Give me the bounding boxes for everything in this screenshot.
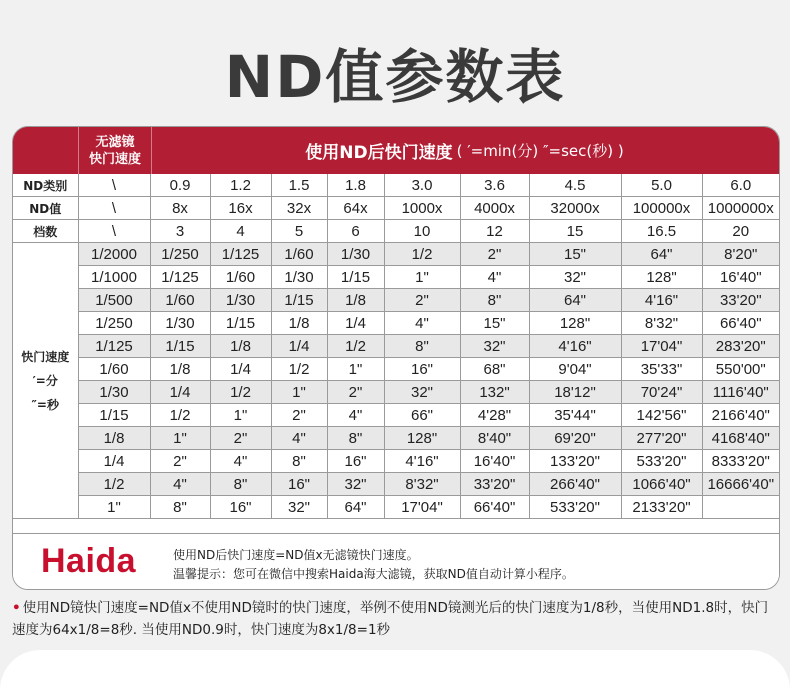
nd-speed-cell: 2" <box>384 289 460 312</box>
nd-speed-cell: 4" <box>460 266 529 289</box>
nd-speed-cell: 1/4 <box>150 381 210 404</box>
nd-speed-cell: 8" <box>271 450 327 473</box>
nd-speed-cell: 1/60 <box>210 266 271 289</box>
nd-speed-cell: 128" <box>529 312 621 335</box>
info-row-label: 档数 <box>13 220 78 243</box>
bottom-explanation-text: 使用ND镜快门速度=ND值x不使用ND镜时的快门速度，举例不使用ND镜测光后的快门速度为1/8秒，当使用ND1.8时，快门速度为64x1/8=8秒. 当使用ND0.9时，快门速度为8x1/8=1秒 <box>12 600 769 638</box>
speed-row <box>13 358 779 381</box>
info-cell: 4 <box>210 220 271 243</box>
nd-speed-cell: 2133'20" <box>621 496 702 519</box>
info-row-label: ND值 <box>13 197 78 220</box>
nd-speed-cell: 4" <box>271 427 327 450</box>
info-cell: \ <box>78 220 150 243</box>
nd-speed-cell: 2" <box>150 450 210 473</box>
info-cell: 1.8 <box>327 174 384 197</box>
footer-formula-note: 使用ND后快门速度=ND值x无滤镜快门速度。 <box>173 548 419 562</box>
header-nd-speed-unit: ( ′=min(分) ″=sec(秒) ) <box>456 142 624 160</box>
nd-speed-cell: 32" <box>327 473 384 496</box>
base-speed-cell: 1/30 <box>78 381 150 404</box>
nd-speed-cell: 4'16" <box>384 450 460 473</box>
nd-speed-cell: 1" <box>150 427 210 450</box>
nd-speed-cell: 1" <box>210 404 271 427</box>
nd-speed-cell: 64" <box>621 243 702 266</box>
nd-speed-cell: 533'20" <box>621 450 702 473</box>
nd-speed-cell: 8" <box>150 496 210 519</box>
nd-speed-cell: 17'04" <box>621 335 702 358</box>
nd-speed-cell: 66" <box>384 404 460 427</box>
nd-speed-cell: 18'12" <box>529 381 621 404</box>
header-nd-speed <box>150 127 779 174</box>
nd-speed-cell: 1" <box>384 266 460 289</box>
nd-speed-cell: 1/125 <box>150 266 210 289</box>
nd-speed-cell: 16" <box>271 473 327 496</box>
speed-row <box>13 289 779 312</box>
info-cell: 5 <box>271 220 327 243</box>
nd-speed-cell: 33'20" <box>460 473 529 496</box>
nd-speed-cell: 1/125 <box>210 243 271 266</box>
base-speed-cell: 1/2 <box>78 473 150 496</box>
nd-speed-cell: 17'04" <box>384 496 460 519</box>
nd-speed-cell: 8" <box>384 335 460 358</box>
haida-logo: Haida <box>41 542 137 580</box>
header-no-filter-line1: 无滤镜 <box>95 134 135 150</box>
info-cell: 4000x <box>460 197 529 220</box>
nd-speed-cell: 1/30 <box>327 243 384 266</box>
nd-speed-cell: 16" <box>384 358 460 381</box>
nd-speed-cell: 1/60 <box>150 289 210 312</box>
speed-row <box>13 335 779 358</box>
info-row <box>13 220 779 243</box>
nd-speed-cell: 8'40" <box>460 427 529 450</box>
base-speed-cell: 1" <box>78 496 150 519</box>
nd-speed-cell: 1/15 <box>327 266 384 289</box>
nd-speed-cell: 1/8 <box>271 312 327 335</box>
nd-speed-cell: 277'20" <box>621 427 702 450</box>
nd-speed-cell: 35'33" <box>621 358 702 381</box>
bottom-panel <box>0 650 790 697</box>
info-row <box>13 197 779 220</box>
nd-speed-cell: 266'40" <box>529 473 621 496</box>
info-cell: 1000x <box>384 197 460 220</box>
nd-speed-cell: 533'20" <box>529 496 621 519</box>
nd-speed-cell: 8'20" <box>702 243 779 266</box>
nd-speed-cell: 4'16" <box>529 335 621 358</box>
nd-speed-cell: 1066'40" <box>621 473 702 496</box>
speed-row <box>13 404 779 427</box>
nd-speed-cell: 1/8 <box>327 289 384 312</box>
nd-speed-cell: 2" <box>327 381 384 404</box>
base-speed-cell: 1/15 <box>78 404 150 427</box>
nd-speed-cell: 1/250 <box>150 243 210 266</box>
nd-speed-cell: 1" <box>327 358 384 381</box>
nd-speed-cell: 2" <box>271 404 327 427</box>
info-cell: 3.6 <box>460 174 529 197</box>
bottom-explanation <box>12 597 778 641</box>
speed-row <box>13 450 779 473</box>
header-no-filter <box>78 127 152 174</box>
base-speed-cell: 1/4 <box>78 450 150 473</box>
base-speed-cell: 1/250 <box>78 312 150 335</box>
nd-speed-cell: 4" <box>384 312 460 335</box>
base-speed-cell: 1/60 <box>78 358 150 381</box>
nd-speed-cell: 32" <box>529 266 621 289</box>
info-row <box>13 174 779 197</box>
speed-row <box>13 473 779 496</box>
nd-speed-cell: 1/30 <box>150 312 210 335</box>
nd-speed-cell: 15" <box>460 312 529 335</box>
nd-speed-cell: 32" <box>460 335 529 358</box>
info-cell: 12 <box>460 220 529 243</box>
header-nd-speed-title: 使用ND后快门速度 <box>305 143 453 163</box>
nd-speed-cell <box>702 496 779 519</box>
nd-speed-cell: 16'40" <box>460 450 529 473</box>
nd-speed-cell: 283'20" <box>702 335 779 358</box>
info-cell: 1.2 <box>210 174 271 197</box>
nd-speed-cell: 16" <box>327 450 384 473</box>
info-cell: \ <box>78 197 150 220</box>
nd-speed-cell: 132" <box>460 381 529 404</box>
page-title: ND值参数表 <box>224 43 566 111</box>
info-cell: 8x <box>150 197 210 220</box>
table-header <box>13 127 779 174</box>
nd-speed-cell: 4'16" <box>621 289 702 312</box>
nd-speed-cell: 1" <box>271 381 327 404</box>
nd-speed-cell: 64" <box>327 496 384 519</box>
nd-speed-cell: 8" <box>327 427 384 450</box>
nd-speed-cell: 2" <box>210 427 271 450</box>
speed-row <box>13 266 779 289</box>
speed-row <box>13 312 779 335</box>
nd-speed-cell: 64" <box>529 289 621 312</box>
info-cell: 64x <box>327 197 384 220</box>
info-cell: 6.0 <box>702 174 779 197</box>
table-footer <box>13 533 779 590</box>
nd-speed-cell: 32" <box>384 381 460 404</box>
speed-row <box>13 427 779 450</box>
info-cell: 3 <box>150 220 210 243</box>
nd-speed-cell: 1116'40" <box>702 381 779 404</box>
nd-speed-cell: 15" <box>529 243 621 266</box>
nd-speed-cell: 1/2 <box>150 404 210 427</box>
nd-speed-cell: 8'32" <box>384 473 460 496</box>
nd-speed-cell: 66'40" <box>460 496 529 519</box>
info-cell: 32000x <box>529 197 621 220</box>
base-speed-cell: 1/500 <box>78 289 150 312</box>
header-no-filter-line2: 快门速度 <box>88 151 141 167</box>
nd-speed-cell: 8333'20" <box>702 450 779 473</box>
nd-speed-cell: 1/8 <box>150 358 210 381</box>
nd-speed-cell: 8" <box>460 289 529 312</box>
nd-speed-cell: 1/30 <box>271 266 327 289</box>
nd-speed-cell: 1/4 <box>327 312 384 335</box>
nd-speed-cell: 4" <box>150 473 210 496</box>
info-cell: \ <box>78 174 150 197</box>
nd-speed-cell: 68" <box>460 358 529 381</box>
nd-speed-cell: 133'20" <box>529 450 621 473</box>
nd-speed-cell: 1/2 <box>327 335 384 358</box>
nd-speed-cell: 32" <box>271 496 327 519</box>
nd-speed-cell: 16'40" <box>702 266 779 289</box>
nd-speed-cell: 4" <box>327 404 384 427</box>
nd-speed-cell: 1/15 <box>271 289 327 312</box>
nd-speed-cell: 1/4 <box>271 335 327 358</box>
info-cell: 100000x <box>621 197 702 220</box>
nd-speed-cell: 16" <box>210 496 271 519</box>
side-label-line3: ″=秒 <box>31 397 59 412</box>
nd-speed-cell: 2166'40" <box>702 404 779 427</box>
nd-speed-cell: 1/8 <box>210 335 271 358</box>
nd-table <box>13 174 779 519</box>
nd-speed-cell: 4'28" <box>460 404 529 427</box>
bullet-icon: • <box>12 600 21 616</box>
info-cell: 0.9 <box>150 174 210 197</box>
info-cell: 6 <box>327 220 384 243</box>
info-cell: 5.0 <box>621 174 702 197</box>
nd-speed-cell: 128" <box>621 266 702 289</box>
nd-speed-cell: 128" <box>384 427 460 450</box>
info-cell: 20 <box>702 220 779 243</box>
info-cell: 16.5 <box>621 220 702 243</box>
info-cell: 16x <box>210 197 271 220</box>
info-cell: 32x <box>271 197 327 220</box>
nd-speed-cell: 8" <box>210 473 271 496</box>
nd-speed-cell: 2" <box>460 243 529 266</box>
nd-speed-cell: 1/15 <box>150 335 210 358</box>
nd-speed-cell: 66'40" <box>702 312 779 335</box>
nd-speed-cell: 142'56" <box>621 404 702 427</box>
nd-speed-cell: 1/2 <box>384 243 460 266</box>
side-label-line2: ′=分 <box>32 373 58 388</box>
nd-speed-cell: 35'44" <box>529 404 621 427</box>
footer-tip-note: 温馨提示：您可在微信中搜索Haida海大滤镜，获取ND值自动计算小程序。 <box>173 567 574 581</box>
nd-speed-cell: 69'20" <box>529 427 621 450</box>
nd-speed-cell: 4168'40" <box>702 427 779 450</box>
base-speed-cell: 1/125 <box>78 335 150 358</box>
nd-speed-cell: 1/60 <box>271 243 327 266</box>
nd-speed-cell: 8'32" <box>621 312 702 335</box>
nd-speed-cell: 1/4 <box>210 358 271 381</box>
info-cell: 4.5 <box>529 174 621 197</box>
speed-row <box>13 496 779 519</box>
nd-speed-cell: 16666'40" <box>702 473 779 496</box>
nd-speed-cell: 1/15 <box>210 312 271 335</box>
nd-speed-cell: 550'00" <box>702 358 779 381</box>
nd-speed-cell: 4" <box>210 450 271 473</box>
speed-row <box>13 381 779 404</box>
info-cell: 15 <box>529 220 621 243</box>
info-cell: 1.5 <box>271 174 327 197</box>
nd-speed-cell: 1/2 <box>271 358 327 381</box>
speed-row <box>13 243 779 266</box>
shutter-speed-side-label <box>13 243 78 519</box>
nd-table-card <box>12 126 780 590</box>
info-cell: 10 <box>384 220 460 243</box>
info-cell: 1000000x <box>702 197 779 220</box>
base-speed-cell: 1/8 <box>78 427 150 450</box>
nd-speed-cell: 33'20" <box>702 289 779 312</box>
info-row-label: ND类别 <box>13 174 78 197</box>
nd-speed-cell: 9'04" <box>529 358 621 381</box>
nd-speed-cell: 70'24" <box>621 381 702 404</box>
nd-speed-cell: 1/30 <box>210 289 271 312</box>
info-cell: 3.0 <box>384 174 460 197</box>
side-label-line1: 快门速度 <box>21 349 70 364</box>
nd-speed-cell: 1/2 <box>210 381 271 404</box>
base-speed-cell: 1/2000 <box>78 243 150 266</box>
base-speed-cell: 1/1000 <box>78 266 150 289</box>
header-corner <box>13 127 78 174</box>
